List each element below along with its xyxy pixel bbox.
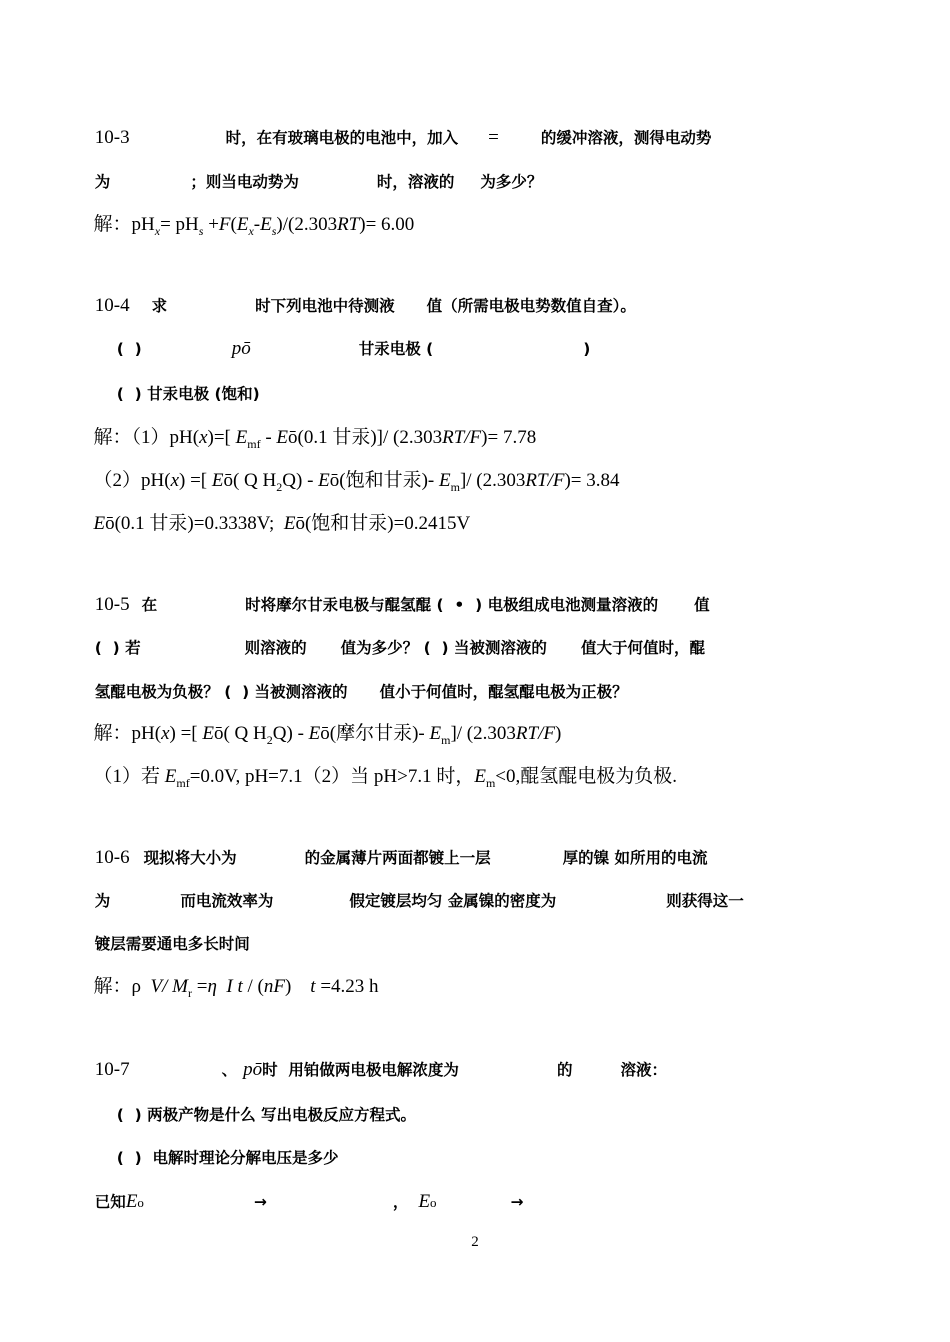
problem-10-7-line1: 10-7 、 pō时 用铂做两电极电解浓度为 的 溶液： [94,1059,667,1080]
problem-10-5-line3: 氢醌电极为负极？ ( ) 当被测溶液的 值小于何值时，醌氢醌电极为正极？ [94,683,628,701]
problem-10-6-line1: 10-6 现拟将大小为 的金属薄片两面都镀上一层 厚的镍 如所用的电流 [94,847,708,868]
problem-10-3-solution: 解：$pH_x= pH_s +F(E_x-E_s)/(2.303RT)= 6.00$ [93,214,415,238]
problem-number: 10-7 [94,1059,130,1080]
problem-10-4-solution-2: （2）pH(x) =[ Eō( Q $H_2Q$) - Eō(饱和甘汞)- $E_m]/$ (2.303RT/F)= 3.84 [93,470,620,494]
problem-10-4-solution-3: Eō(0.1 甘汞)=0.3338V; Eō(饱和甘汞)=0.2415V [93,513,471,534]
problem-number: 10-5 [94,594,130,615]
problem-10-4-line3: ( ) 甘汞电极 (饱和) [116,385,260,403]
problem-10-7-line3: ( ) 电解时理论分解电压是多少 [116,1149,339,1167]
problem-10-5-line2: ( ) 若 则溶液的 值为多少？ ( ) 当被测溶液的 值大于何值时，醌 [94,639,705,657]
problem-number: 10-6 [94,847,130,868]
problem-number: 10-4 [94,295,130,316]
problem-10-5-solution-1: 解：pH(x) =[ Eō( Q $H_2Q$) - Eō(摩尔甘汞)- $E_m]/$ (2.303RT/F) [93,723,562,747]
problem-number: 10-3 [94,127,130,148]
problem-10-6-line2: 为 而电流效率为 假定镀层均匀 金属镍的密度为 则获得这一 [94,892,744,910]
problem-10-4-solution-1: 解：（1）pH(x)=[ $E_{mf}$ - Eō(0.1 甘汞)]/ (2.303RT/F)= 7.78 [93,427,537,451]
problem-10-6-solution: 解：ρ V/ $M_r =\eta$ I t / (nF) t =4.23 h [93,976,379,1000]
problem-10-6-line3: 镀层需要通电多长时间 [94,935,250,953]
problem-10-5-line1: 10-5 在 时将摩尔甘汞电极与醌氢醌 ( • ) 电极组成电池测量溶液的 值 [94,594,710,615]
problem-10-3-line1: 10-3 时，在有玻璃电极的电池中，加入 = 的缓冲溶液，测得电动势 [94,127,712,148]
problem-10-5-solution-2: （1）若 $E_{mf}=0.0V$, pH=7.1（2）当 pH>7.1 时，$E_m<0$,醌氢醌电极为负极. [93,766,678,790]
page-number: 2 [471,1234,479,1250]
problem-10-7-line2: ( ) 两极产物是什么 写出电极反应方程式。 [116,1106,417,1124]
problem-10-4-line2: ( ) pō 甘汞电极 ( ) [116,338,591,359]
problem-10-4-line1: 10-4 求 时下列电池中待测液 值（所需电极电势数值自查）。 [94,295,636,316]
problem-10-3-line2: 为 ；则当电动势为 时，溶液的 为多少？ [94,173,543,191]
problem-10-7-line4: 已知Eo → ， Eo → [94,1191,524,1212]
